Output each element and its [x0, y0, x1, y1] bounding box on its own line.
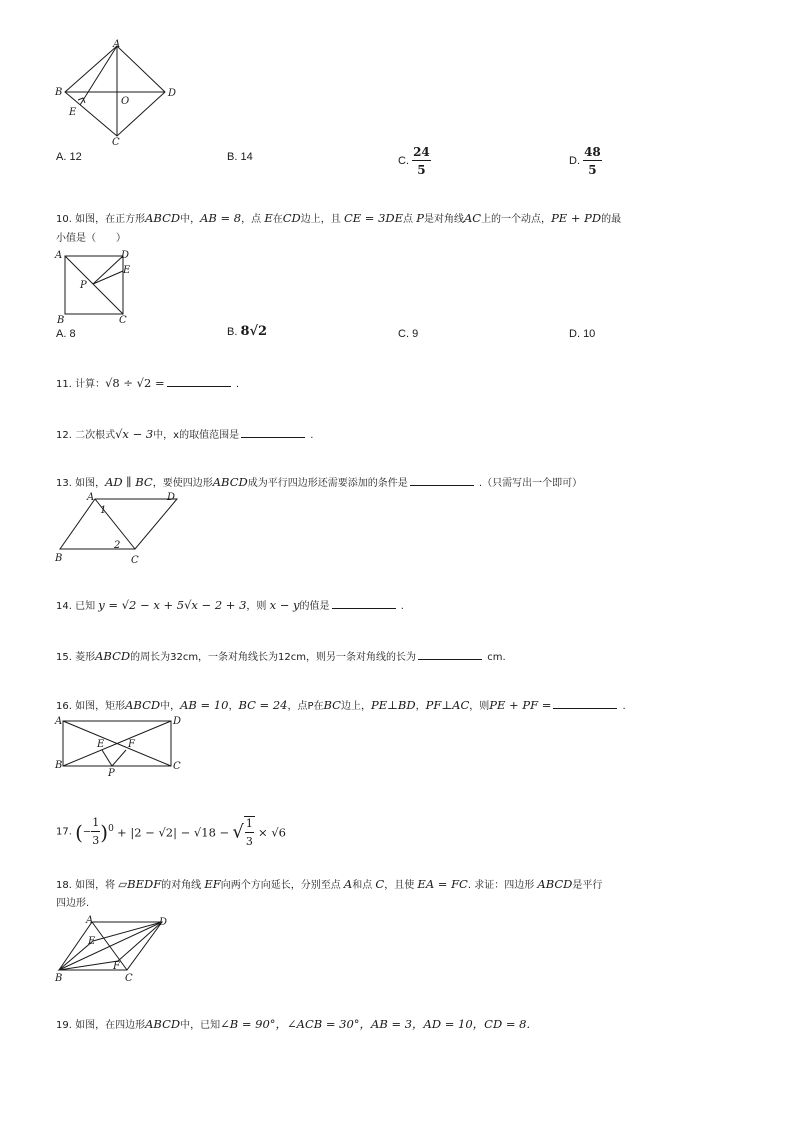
label-b: B [55, 87, 63, 98]
q9-option-a[interactable]: A. 12 [56, 151, 82, 163]
label-c: C [112, 137, 120, 148]
label-d: D [159, 917, 168, 928]
fraction-one-third: $\frac{1}{3}$ [92, 816, 100, 848]
label-e: E [69, 107, 77, 118]
q9-option-d[interactable]: D. $\frac{48}{5}$ [569, 145, 601, 177]
q18-stem-line2: 四边形. [56, 898, 90, 909]
label-f: F [128, 739, 135, 750]
q14-stem: 14. 已知 y = √2 − x + 5√x − 2 + 3，则 x − y的值是 . [56, 598, 404, 612]
label-angle-1: 1 [100, 505, 107, 516]
q13-stem: 13. 如图，AD ∥ BC，要使四边形ABCD成为平行四边形还需要添加的条件是 .（只需写出一个即可） [56, 475, 583, 489]
q10-square-figure [55, 249, 135, 324]
q10-stem-line1: 10. 如图，在正方形ABCD中，AB = 8，点 E在CD边上，且 CE = 3DE点 P是对角线AC上的一个动点，PE + PD的最 [56, 211, 622, 225]
rhombus-outline [65, 46, 165, 136]
label-a: A [55, 716, 63, 727]
answer-blank[interactable] [418, 649, 482, 660]
fraction-24-5: $\frac{24}{5}$ [413, 145, 430, 177]
label-d: D [173, 716, 182, 727]
q9-rhombus-figure [55, 38, 185, 146]
fraction-sqrt-one-third: $\frac{1}{3}$ [245, 816, 253, 848]
label-a: A [87, 492, 95, 503]
label-a: A [113, 39, 121, 50]
q18-parallelogram-figure [55, 913, 180, 987]
label-c: C [131, 555, 139, 566]
q18-stem-line1: 18. 如图，将 ▱BEDF的对角线 EF向两个方向延长，分别至点 A和点 C，且使 EA = FC. 求证：四边形 ABCD是平行 [56, 877, 603, 891]
label-b: B [55, 973, 63, 984]
answer-blank[interactable] [410, 475, 474, 486]
label-c: C [173, 761, 181, 772]
answer-blank[interactable] [332, 598, 396, 609]
segment-ae [80, 46, 117, 105]
q10-option-a[interactable]: A. 8 [56, 328, 76, 340]
answer-blank[interactable] [241, 427, 305, 438]
label-a: A [55, 250, 63, 261]
label-d: D [168, 88, 177, 99]
q16-rectangle-figure [55, 714, 190, 780]
label-c: C [125, 973, 133, 984]
label-b: B [57, 315, 65, 326]
label-e: E [88, 936, 96, 947]
q17-stem: 17. (− $\frac{1}{3}$ )$^0$ + |2 − √2| − √18 − √ $\frac{1}{3}$ × √6 [56, 816, 286, 848]
q15-stem: 15. 菱形ABCD的周长为32cm，一条对角线长为12cm，则另一条对角线的长为 cm. [56, 649, 506, 663]
label-f: F [113, 961, 120, 972]
q9-option-b[interactable]: B. 14 [227, 151, 253, 163]
q10-option-d[interactable]: D. 10 [569, 328, 596, 340]
label-b: B [55, 553, 63, 564]
label-o: O [121, 96, 130, 107]
diagonal-bd [59, 922, 162, 970]
q13-parallelogram-figure [55, 490, 185, 568]
answer-blank[interactable] [553, 698, 617, 709]
label-d: D [121, 250, 130, 261]
segment-pf [112, 750, 126, 766]
label-angle-2: 2 [114, 540, 121, 551]
label-d: D [167, 492, 176, 503]
q10-stem-line2: 小值是（ ） [56, 233, 126, 244]
segment-pe [102, 750, 112, 766]
label-b: B [55, 760, 63, 771]
fraction-48-5: $\frac{48}{5}$ [584, 145, 601, 177]
label-e: E [123, 265, 131, 276]
label-e: E [97, 739, 105, 750]
q16-stem: 16. 如图，矩形ABCD中，AB = 10，BC = 24，点P在BC边上，PE⊥BD，PF⊥AC，则PE + PF = . [56, 698, 626, 712]
q9-option-c[interactable]: C. $\frac{24}{5}$ [398, 145, 430, 177]
q11-stem: 11. 计算：√8 ÷ √2 = . [56, 376, 239, 390]
q12-stem: 12. 二次根式√x − 3中，x的取值范围是 . [56, 427, 314, 441]
q10-option-c[interactable]: C. 9 [398, 328, 419, 340]
answer-blank[interactable] [167, 376, 231, 387]
q19-stem: 19. 如图，在四边形ABCD中，已知∠B = 90°，∠ACB = 30°，AB = 3，AD = 10，CD = 8. [56, 1017, 531, 1031]
label-c: C [119, 315, 127, 326]
label-p: P [108, 768, 115, 779]
segment-dp [93, 256, 123, 284]
label-a: A [86, 915, 94, 926]
q10-option-b[interactable]: B. 8√2 [227, 324, 268, 339]
label-p: P [80, 280, 87, 291]
segment-pe [93, 271, 123, 284]
